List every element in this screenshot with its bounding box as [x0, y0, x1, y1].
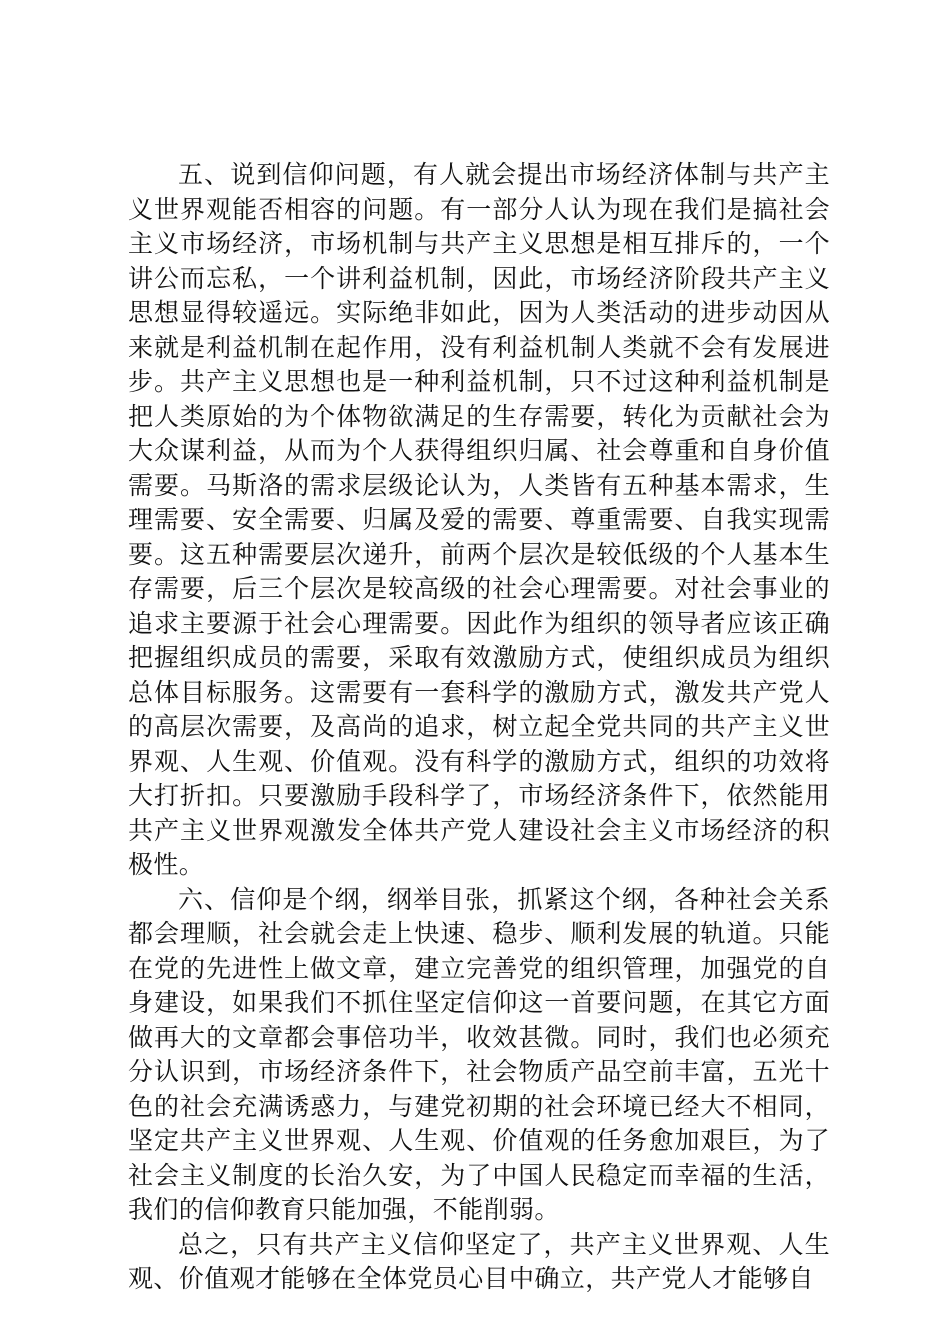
paragraph-six: 六、信仰是个纲，纲举目张，抓紧这个纲，各种社会关系都会理顺，社会就会走上快速、稳步、顺利发展的轨道。只能在党的先进性上做文章，建立完善党的组织管理，加强党的自身建设，如果我们不抓住坚定信仰这一首要问题，在其它方面做再大的文章都会事倍功半，收效甚微。同时，我们也必须充分认识到，市场经济条件下，社会物质产品空前丰富，五光十色的社会充满诱惑力，与建党初期的社会环境已经大不相同，坚定共产主义世界观、人生观、价值观的任务愈加艰巨，为了社会主义制度的长治久安，为了中国人民稳定而幸福的生活，我们的信仰教育只能加强，不能削弱。 [128, 884, 830, 1224]
paragraph-conclusion: 总之，只有共产主义信仰坚定了，共产主义世界观、人生观、价值观才能够在全体党员心目中确立，共产党人才能够自 [128, 1229, 830, 1293]
document-body [128, 158, 830, 1297]
paragraph-five: 五、说到信仰问题，有人就会提出市场经济体制与共产主义世界观能否相容的问题。有一部分人认为现在我们是搞社会主义市场经济，市场机制与共产主义思想是相互排斥的，一个讲公而忘私，一个讲利益机制，因此，市场经济阶段共产主义思想显得较遥远。实际绝非如此，因为人类活动的进步动因从来就是利益机制在起作用，没有利益机制人类就不会有发展进步。共产主义思想也是一种利益机制，只不过这种利益机制是把人类原始的为个体物欲满足的生存需要，转化为贡献社会为大众谋利益，从而为个人获得组织归属、社会尊重和自身价值需要。马斯洛的需求层级论认为，人类皆有五种基本需求，生理需要、安全需要、归属及爱的需要、尊重需要、自我实现需要。这五种需要层次递升，前两个层次是较低级的个人基本生存需要，后三个层次是较高级的社会心理需要。对社会事业的追求主要源于社会心理需要。因此作为组织的领导者应该正确把握组织成员的需要，采取有效激励方式，使组织成员为组织总体目标服务。这需要有一套科学的激励方式，激发共产党人的高层次需要，及高尚的追求，树立起全党共同的共产主义世界观、人生观、价值观。没有科学的激励方式，组织的功效将大打折扣。只要激励手段科学了，市场经济条件下，依然能用共产主义世界观激发全体共产党人建设社会主义市场经济的积极性。 [128, 160, 830, 879]
